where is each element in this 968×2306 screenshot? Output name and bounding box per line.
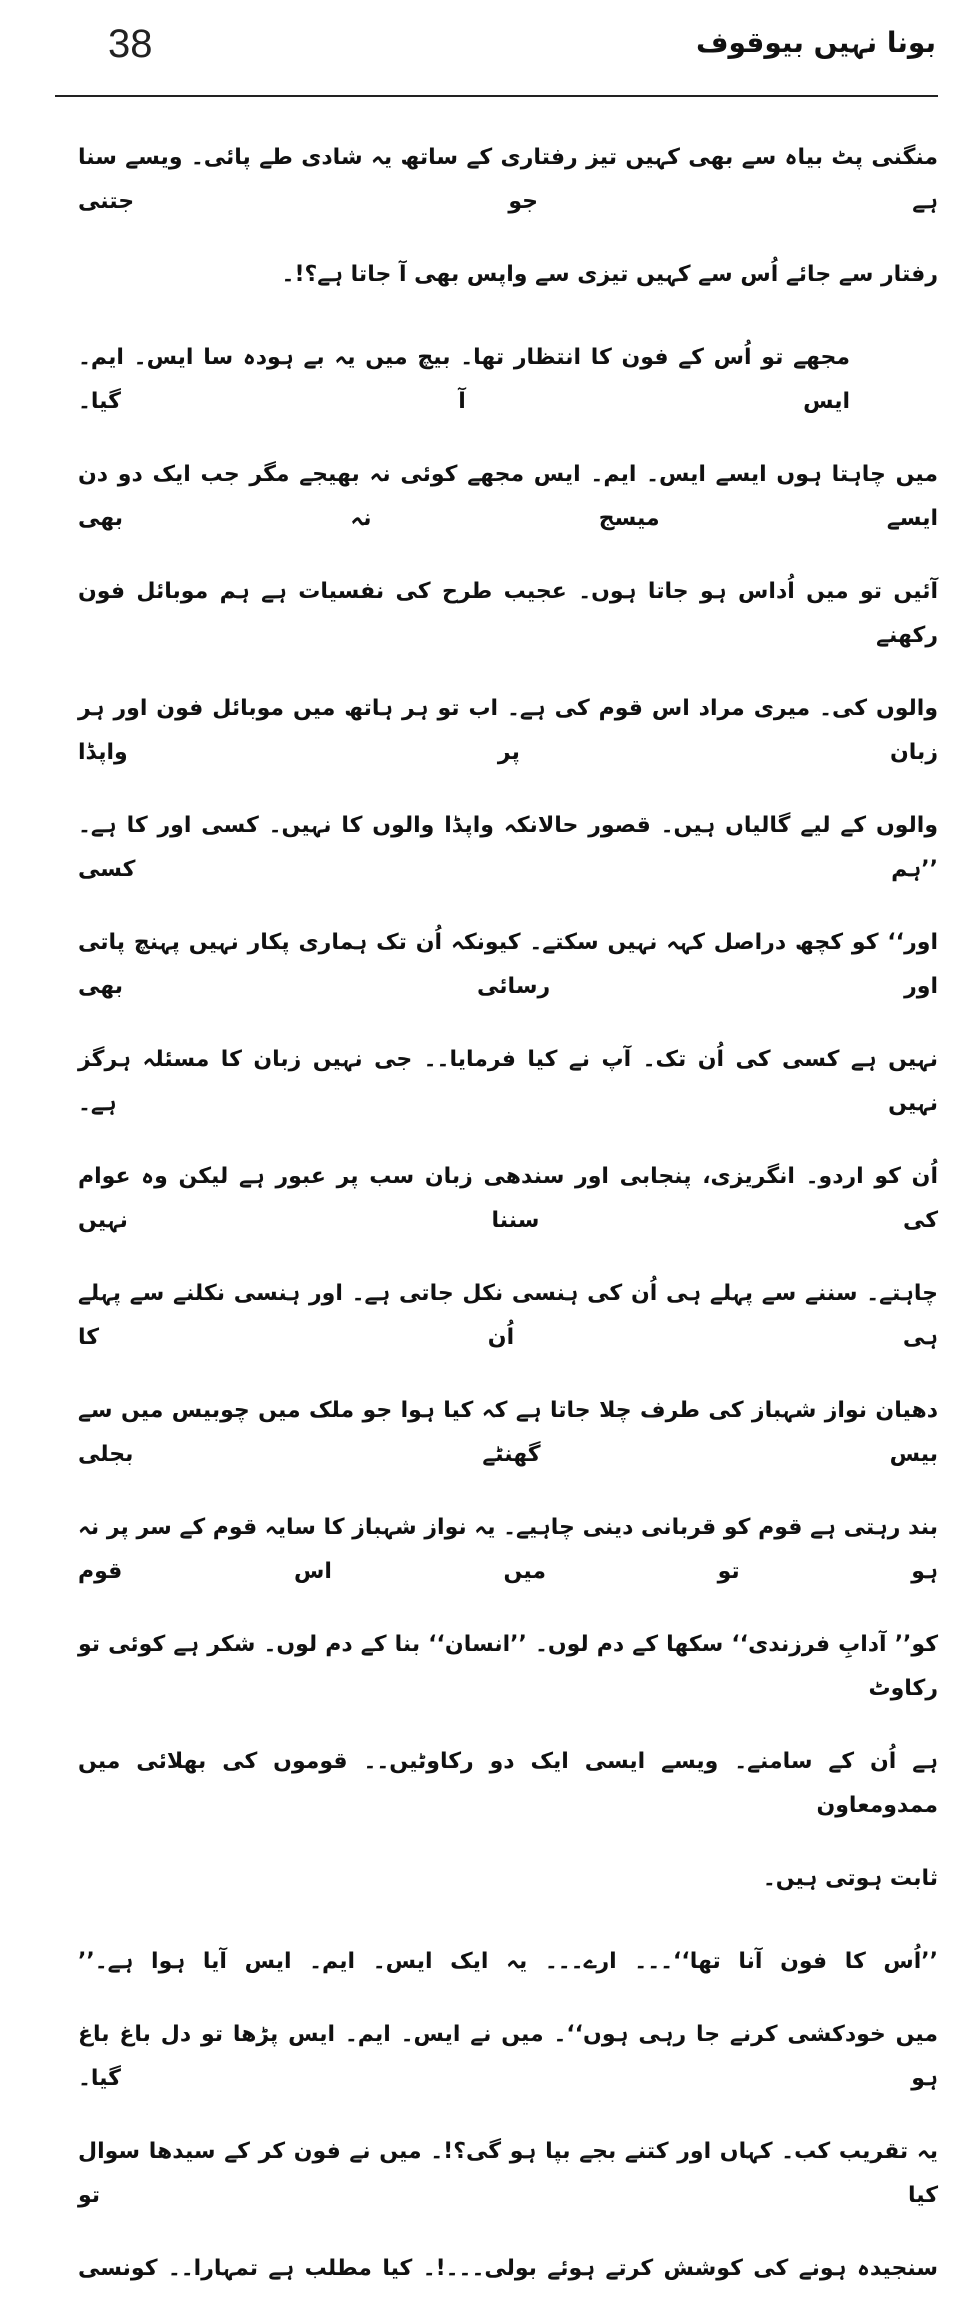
page-number: 38	[108, 22, 153, 66]
text-line: اور‘‘ کو کچھ دراصل کہہ نہیں سکتے۔ کیونکہ اُن تک ہماری پکار نہیں پہنچ پاتی اور رسائی بھی	[78, 930, 938, 999]
text-line: والوں کی۔ میری مراد اس قوم کی ہے۔ اب تو ہر ہاتھ میں موبائل فون اور ہر زبان پر واپڈا	[78, 696, 938, 765]
text-line: نہیں ہے کسی کی اُن تک۔ آپ نے کیا فرمایا۔۔ جی نہیں زبان کا مسئلہ ہرگز نہیں ہے۔	[78, 1047, 938, 1116]
text-line: میں خودکشی کرنے جا رہی ہوں‘‘۔ میں نے ایس۔ ایم۔ ایس پڑھا تو دل باغ باغ ہو گیا۔	[78, 2022, 938, 2091]
text-line: رفتار سے جائے اُس سے کہیں تیزی سے واپس بھی آ جاتا ہے؟!۔	[281, 262, 938, 287]
text-line: مجھے تو اُس کے فون کا انتظار تھا۔ بیچ میں یہ بے ہودہ سا ایس۔ ایم۔ ایس آ گیا۔	[78, 345, 850, 414]
text-line: کو’’ آدابِ فرزندی‘‘ سکھا کے دم لوں۔ ’’انسان‘‘ بنا کے دم لوں۔ شکر ہے کوئی تو رکاوٹ	[78, 1632, 938, 1701]
text-line: ’’اُس کا فون آنا تھا‘‘۔۔۔ ارے۔۔۔ یہ ایک ایس۔ ایم۔ ایس آیا ہوا ہے۔’’	[78, 1949, 938, 1974]
text-line: آئیں تو میں اُداس ہو جاتا ہوں۔ عجیب طرح کی نفسیات ہے ہم موبائل فون رکھنے	[78, 579, 938, 648]
text-line: سنجیدہ ہونے کی کوشش کرتے ہوئے بولی۔۔۔!۔ کیا مطلب ہے تمہارا۔۔ کونسی	[78, 2256, 938, 2281]
text-line: اُن کو اردو۔ انگریزی، پنجابی اور سندھی زبان سب پر عبور ہے لیکن وہ عوام کی سننا نہیں	[78, 1164, 938, 1233]
header-rule	[55, 95, 938, 97]
text-line: بند رہتی ہے قوم کو قربانی دینی چاہیے۔ یہ نواز شہباز کا سایہ قوم کے سر پر نہ ہو تو میں اس قوم	[78, 1515, 938, 1584]
text-line: چاہتے۔ سننے سے پہلے ہی اُن کی ہنسی نکل جاتی ہے۔ اور ہنسی نکلنے سے پہلے ہی اُن کا	[78, 1281, 938, 1350]
text-line: میں چاہتا ہوں ایسے ایس۔ ایم۔ ایس مجھے کوئی نہ بھیجے مگر جب ایک دو دن ایسے میسج نہ بھی	[78, 462, 938, 531]
text-line: والوں کے لیے گالیاں ہیں۔ قصور حالانکہ واپڈا والوں کا نہیں۔ کسی اور کا ہے۔ ’’ہم کسی	[78, 813, 938, 882]
text-line: یہ تقریب کب۔ کہاں اور کتنے بجے بپا ہو گی؟!۔ میں نے فون کر کے سیدھا سوال کیا تو	[78, 2139, 938, 2208]
body-text	[78, 122, 938, 2306]
text-line: دھیان نواز شہباز کی طرف چلا جاتا ہے کہ کیا ہوا جو ملک میں چوبیس میں سے بیس گھنٹے بجلی	[78, 1398, 938, 1467]
page-header	[0, 0, 968, 110]
text-line: منگنی پٹ بیاہ سے بھی کہیں تیز رفتاری کے ساتھ یہ شادی طے پائی۔ ویسے سنا ہے جو جتنی	[78, 145, 938, 214]
text-line: ثابت ہوتی ہیں۔	[762, 1866, 938, 1891]
text-line: ہے اُن کے سامنے۔ ویسے ایسی ایک دو رکاوٹیں۔۔ قوموں کی بھلائی میں ممدومعاون	[78, 1749, 938, 1818]
running-title: بونا نہیں بیوقوف	[695, 26, 936, 59]
